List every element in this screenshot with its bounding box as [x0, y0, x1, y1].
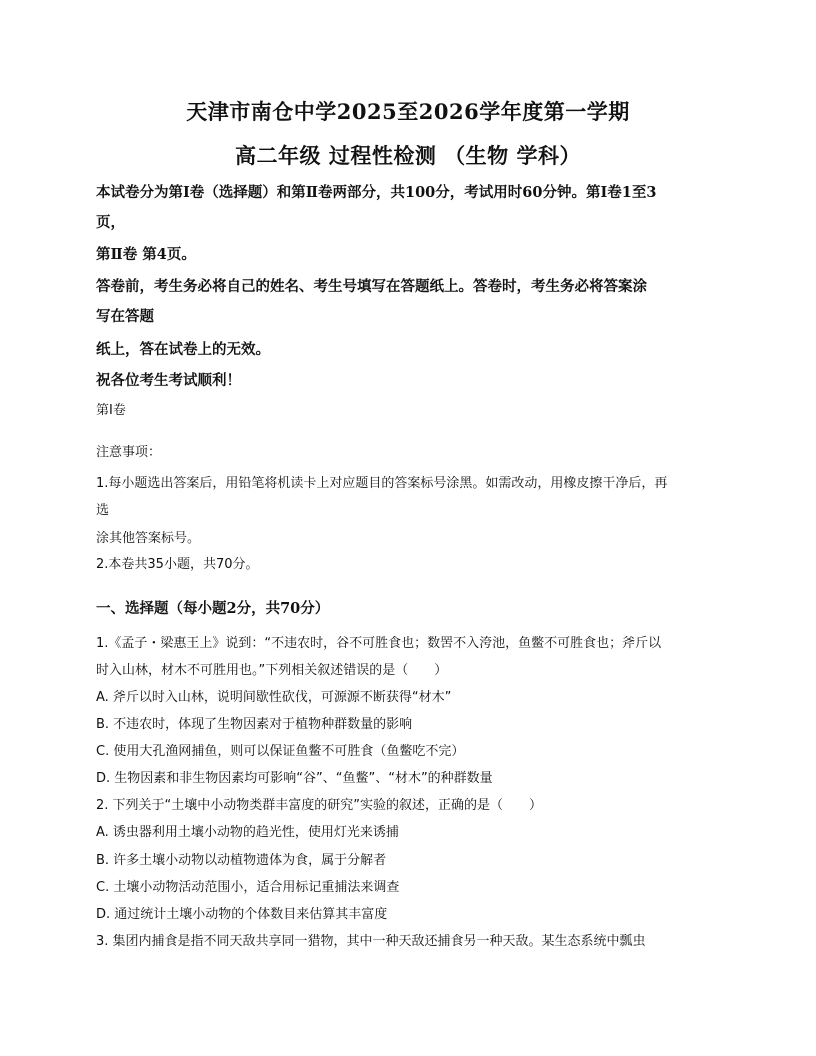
option-a: A. 诱虫器利用土壤小动物的趋光性，使用灯光来诱捕	[96, 825, 399, 840]
notes-title: 注意事项：	[96, 445, 162, 460]
option-d: D. 通过统计土壤小动物的个体数目来估算其丰富度	[96, 907, 388, 922]
section-heading: 一、选择题（每小题2分，共70分）	[96, 600, 330, 617]
intro-line: 页，	[96, 214, 125, 231]
option-b: B. 不违农时，体现了生物因素对于植物种群数量的影响	[96, 717, 413, 732]
question-stem: 2. 下列关于“土壤中小动物类群丰富度的研究”实验的叙述，正确的是（ ）	[96, 798, 543, 813]
volume1-label: 第Ⅰ卷	[96, 403, 126, 418]
option-c: C. 使用大孔渔网捕鱼，则可以保证鱼鳖不可胜食（鱼鳖吃不完）	[96, 744, 465, 759]
option-b: B. 许多土壤小动物以动植物遗体为食，属于分解者	[96, 853, 387, 868]
intro-line: 第Ⅱ卷 第4页。	[96, 246, 196, 263]
intro-line: 写在答题	[96, 308, 154, 325]
intro-line: 本试卷分为第Ⅰ卷（选择题）和第Ⅱ卷两部分，共100分，考试用时60分钟。第Ⅰ卷1至3	[96, 184, 657, 201]
exam-title-line1: 天津市南仓中学2025至2026学年度第一学期	[186, 99, 630, 124]
option-a: A. 斧斤以时入山林，说明间歇性砍伐，可源源不断获得“材木”	[96, 690, 452, 705]
note-line: 2.本卷共35小题，共70分。	[96, 557, 259, 572]
exam-title-line2: 高二年级 过程性检测 （生物 学科）	[235, 143, 581, 168]
question-stem: 时入山林，材木不可胜用也。”下列相关叙述错误的是（ ）	[96, 663, 448, 678]
note-line: 涂其他答案标号。	[96, 531, 201, 546]
question-stem: 3. 集团内捕食是指不同天敌共享同一猎物，其中一种天敌还捕食另一种天敌。某生态系统中瓢虫	[96, 934, 646, 949]
note-line: 选	[96, 503, 110, 518]
intro-line: 祝各位考生考试顺利！	[96, 372, 241, 389]
intro-line: 纸上，答在试卷上的无效。	[96, 341, 270, 358]
option-d: D. 生物因素和非生物因素均可影响“谷”、“鱼鳖”、“材木”的种群数量	[96, 771, 493, 786]
question-stem: 1.《孟子・梁惠王上》说到：“不违农时，谷不可胜食也；数罟不入洿池，鱼鳖不可胜食也；斧斤以	[96, 636, 662, 651]
intro-line: 答卷前，考生务必将自己的姓名、考生号填写在答题纸上。答卷时，考生务必将答案涂	[96, 278, 647, 295]
note-line: 1.每小题选出答案后，用铅笔将机读卡上对应题目的答案标号涂黑。如需改动，用橡皮擦干净后，再	[96, 476, 668, 491]
option-c: C. 土壤小动物活动范围小，适合用标记重捕法来调查	[96, 880, 400, 895]
